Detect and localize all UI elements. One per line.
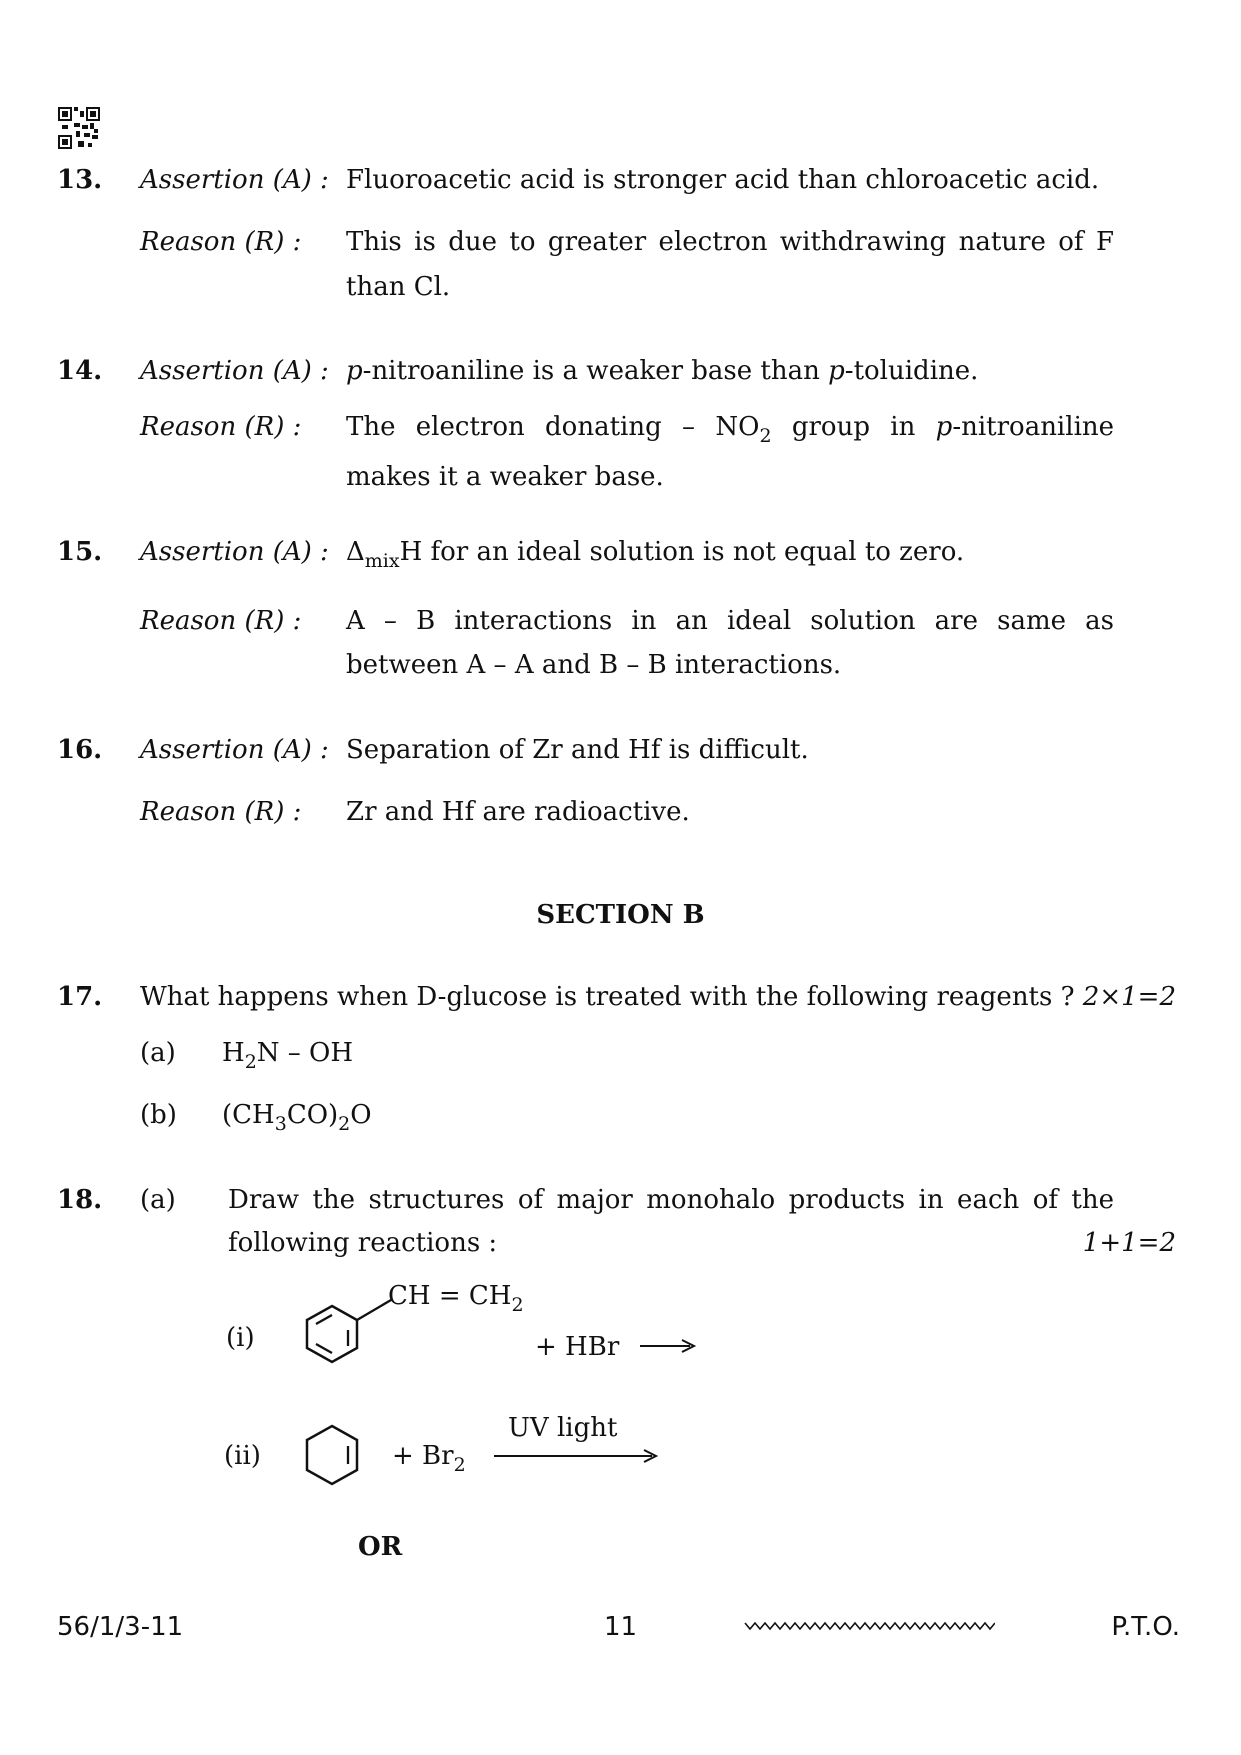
option-label: (b) bbox=[140, 1100, 177, 1130]
reason-text-line1: The electron donating – $NO_2$ group in p-nitroaniline bbox=[346, 412, 1115, 447]
question-number: 14. bbox=[57, 356, 103, 386]
reason-label: Reason (R) : bbox=[140, 412, 302, 442]
reason-text-line1: A – B interactions in an ideal solution are same as bbox=[346, 606, 1114, 636]
assertion-text: p-nitroaniline is a weaker base than p-toluidine. bbox=[346, 356, 979, 386]
assertion-text: $\Delta_{mix}H$ for an ideal solution is not equal to zero. bbox=[346, 537, 965, 572]
cyclohexene-ring-icon bbox=[296, 1418, 376, 1494]
reason-text-line2: than Cl. bbox=[346, 272, 451, 302]
part-label: (a) bbox=[140, 1185, 176, 1215]
reaction-label: (ii) bbox=[224, 1441, 261, 1471]
substituent-text: CH = $CH_2$ bbox=[388, 1281, 524, 1316]
benzene-ring-icon bbox=[296, 1296, 396, 1376]
question-number: 13. bbox=[57, 165, 103, 195]
wavy-line-icon bbox=[743, 1618, 995, 1634]
reason-label: Reason (R) : bbox=[140, 227, 302, 257]
paper-code: 56/1/3-11 bbox=[57, 1612, 184, 1642]
reason-label: Reason (R) : bbox=[140, 797, 302, 827]
option-text: $H_2N$ – OH bbox=[222, 1038, 354, 1073]
question-number: 15. bbox=[57, 537, 103, 567]
or-separator: OR bbox=[358, 1532, 403, 1562]
reaction-arrow-icon bbox=[638, 1336, 698, 1356]
reaction-arrow-icon bbox=[492, 1446, 660, 1466]
question-number: 18. bbox=[57, 1185, 103, 1215]
reason-text-line2: makes it a weaker base. bbox=[346, 462, 664, 492]
question-text-line2: following reactions : bbox=[228, 1228, 498, 1258]
please-turn-over: P.T.O. bbox=[1111, 1612, 1180, 1642]
question-text: What happens when D-glucose is treated with the following reagents ? bbox=[140, 982, 1075, 1012]
assertion-label: Assertion (A) : bbox=[140, 165, 329, 195]
reagent-text: + HBr bbox=[535, 1332, 620, 1362]
reason-text-line1: This is due to greater electron withdrawing nature of F bbox=[346, 227, 1114, 257]
question-number: 17. bbox=[57, 982, 103, 1012]
assertion-text: Fluoroacetic acid is stronger acid than chloroacetic acid. bbox=[346, 165, 1100, 195]
question-text-line1: Draw the structures of major monohalo products in each of the bbox=[228, 1185, 1114, 1215]
assertion-label: Assertion (A) : bbox=[140, 356, 329, 386]
page-number: 11 bbox=[603, 1612, 638, 1642]
reason-text-line2: between A – A and B – B interactions. bbox=[346, 650, 842, 680]
reaction-condition: UV light bbox=[508, 1413, 618, 1443]
marks: 1+1=2 bbox=[1082, 1228, 1176, 1258]
reagent-text: + $Br_2$ bbox=[392, 1441, 466, 1476]
option-label: (a) bbox=[140, 1038, 176, 1068]
marks: 2×1=2 bbox=[1082, 982, 1176, 1012]
option-text: $(CH_3CO)_2O$ bbox=[222, 1100, 372, 1135]
reaction-label: (i) bbox=[226, 1323, 255, 1353]
reason-text: Zr and Hf are radioactive. bbox=[346, 797, 690, 827]
qr-code-icon bbox=[58, 107, 100, 149]
reason-label: Reason (R) : bbox=[140, 606, 302, 636]
assertion-label: Assertion (A) : bbox=[140, 537, 329, 567]
section-heading: SECTION B bbox=[536, 900, 705, 930]
assertion-label: Assertion (A) : bbox=[140, 735, 329, 765]
question-number: 16. bbox=[57, 735, 103, 765]
assertion-text: Separation of Zr and Hf is difficult. bbox=[346, 735, 809, 765]
